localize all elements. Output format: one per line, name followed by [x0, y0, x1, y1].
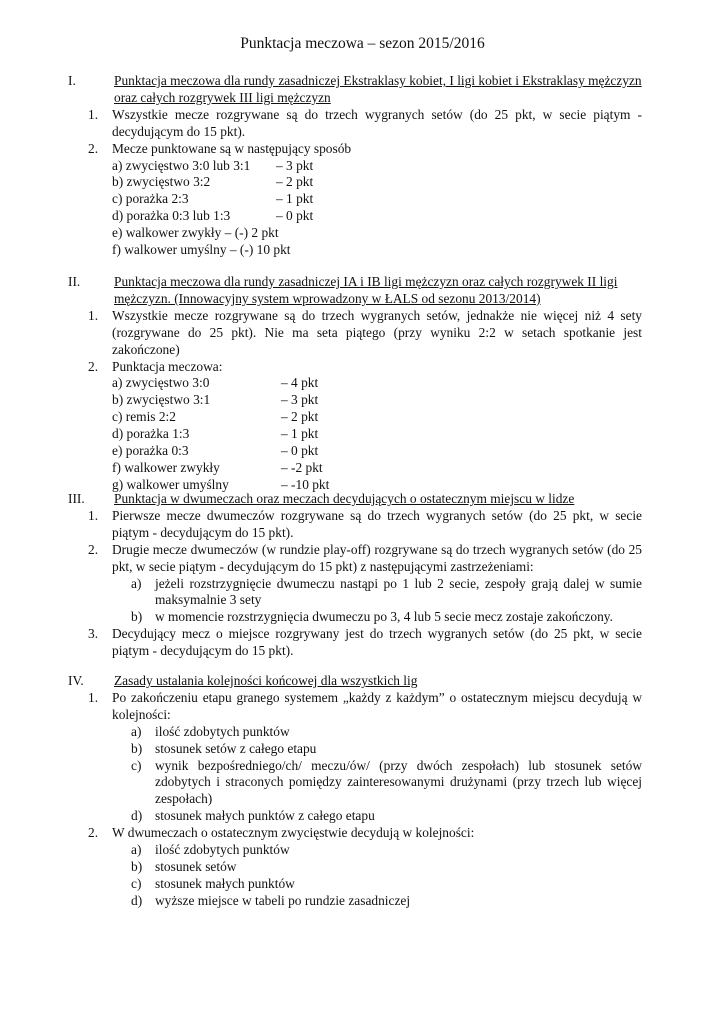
section-number: IV.	[68, 673, 84, 688]
scoring-option	[112, 174, 725, 191]
scoring-option	[112, 375, 725, 392]
sub-item	[131, 740, 642, 758]
sub-item-text: stosunek setów z całego etapu	[155, 740, 317, 756]
option-label: d) porażka 1:3	[112, 426, 190, 442]
option-label: c) porażka 2:3	[112, 191, 189, 207]
list-item	[88, 307, 642, 359]
section-4	[0, 673, 725, 910]
scoring-option	[112, 191, 725, 208]
option-value: – 2 pkt	[276, 174, 314, 190]
sub-item-text: ilość zdobytych punktów	[155, 842, 290, 858]
item-number: 2.	[88, 825, 99, 841]
option-label: g) walkower umyślny	[112, 476, 229, 492]
section-2	[0, 274, 725, 494]
item-text: Wszystkie mecze rozgrywane są do trzech wygranych setów, jednakże nie więcej niż 4 sety (rozgrywane do 25 pkt). Nie ma seta piątego (przy wyniku 2:2 w setach spotkanie jest zakończone)	[112, 307, 642, 357]
section-heading: Punktacja w dwumeczach oraz meczach decydujących o ostatecznym miejscu w lidze	[114, 491, 575, 506]
item-number: 1.	[88, 689, 99, 705]
item-number: 1.	[88, 507, 99, 523]
section-heading: Punktacja meczowa dla rundy zasadniczej IA i IB ligi mężczyzn oraz całych rozgrywek II ligi mężczyzn. (Innowacyjny system wprowadzony w ŁALS od sezonu 2013/2014)	[114, 274, 618, 306]
sub-item-text: stosunek setów	[155, 858, 237, 874]
item-number: 1.	[88, 106, 99, 122]
item-text: Pierwsze mecze dwumeczów rozgrywane są do trzech wygranych setów (do 25 pkt, w secie piątym - decydującym do 15 pkt).	[112, 507, 642, 540]
sub-item-text: stosunek małych punktów	[155, 875, 295, 891]
sub-item-letter: c)	[131, 757, 142, 773]
sub-item	[131, 842, 642, 859]
list-item	[88, 507, 642, 542]
option-label: d) porażka 0:3 lub 1:3	[112, 208, 231, 224]
list-item	[88, 106, 642, 141]
scoring-option	[112, 225, 725, 242]
section-heading: Punktacja meczowa dla rundy zasadniczej Ekstraklasy kobiet, I ligi kobiet i Ekstraklasy mężczyzn oraz całych rozgrywek III ligi mężczyzn	[114, 73, 642, 105]
option-value: – 0 pkt	[281, 443, 319, 459]
scoring-option	[112, 208, 725, 225]
scoring-option	[112, 409, 725, 426]
sub-item-text: jeżeli rozstrzygnięcie dwumeczu nastąpi po 1 lub 2 secie, zespoły grają dalej w sumie maksymalnie 3 sety	[155, 575, 642, 608]
item-text: Mecze punktowane są w następujący sposób	[112, 140, 352, 156]
item-text: Wszystkie mecze rozgrywane są do trzech wygranych setów (do 25 pkt, w secie piątym - decydującym do 15 pkt).	[112, 106, 642, 139]
option-value: – 2 pkt	[281, 409, 319, 425]
section-1	[0, 73, 725, 259]
option-label: b) zwycięstwo 3:2	[112, 174, 211, 190]
option-value: – 4 pkt	[281, 375, 319, 391]
item-text: Po zakończeniu etapu granego systemem „każdy z każdym” o ostatecznym miejscu decydują w kolejności:	[112, 689, 642, 722]
option-label: a) zwycięstwo 3:0	[112, 375, 210, 391]
section-number: I.	[68, 73, 76, 88]
scoring-options	[112, 375, 725, 493]
sub-item-text: w momencie rozstrzygnięcia dwumeczu po 3, 4 lub 5 secie mecz zostaje zakończony.	[155, 609, 613, 625]
item-number: 2.	[88, 541, 99, 557]
item-text: Decydujący mecz o miejsce rozgrywany jest do trzech wygranych setów (do 25 pkt, w secie piątym - decydującym do 15 pkt).	[112, 626, 642, 659]
list-item	[88, 689, 642, 724]
sub-item-text: stosunek małych punktów z całego etapu	[155, 808, 375, 824]
item-text: Drugie mecze dwumeczów (w rundzie play-off) rozgrywane są do trzech wygranych setów (do 25 pkt, w secie piątym - decydującym do 15 pkt) z następującymi zastrzeżeniami:	[112, 541, 642, 574]
sub-item-letter: a)	[131, 723, 142, 739]
scoring-option	[112, 158, 725, 175]
list-item	[88, 541, 642, 576]
sub-item	[131, 875, 642, 893]
sub-item	[131, 575, 642, 610]
option-value: – 1 pkt	[276, 191, 314, 207]
option-value: – 0 pkt	[276, 208, 314, 224]
option-label: c) remis 2:2	[112, 409, 176, 425]
list-item	[88, 825, 642, 842]
item-number: 3.	[88, 626, 99, 642]
sub-item-letter: b)	[131, 858, 143, 874]
section-heading: Zasady ustalania kolejności końcowej dla wszystkich lig	[114, 673, 418, 688]
option-value: – -10 pkt	[281, 476, 330, 492]
sub-item	[131, 757, 642, 809]
option-value: – 3 pkt	[276, 157, 314, 173]
scoring-option	[112, 460, 725, 477]
sub-item	[131, 609, 642, 626]
section-3	[0, 491, 725, 660]
scoring-option	[112, 426, 725, 443]
sub-item	[131, 858, 642, 876]
list-item	[88, 626, 642, 660]
item-number: 2.	[88, 358, 99, 374]
option-value: – 3 pkt	[281, 392, 319, 408]
sub-item-letter: b)	[131, 740, 143, 756]
item-number: 1.	[88, 307, 99, 323]
sub-item-text: wyższe miejsce w tabeli po rundzie zasadniczej	[155, 892, 411, 908]
sub-item-letter: d)	[131, 892, 143, 908]
option-value: – 1 pkt	[281, 426, 319, 442]
scoring-option	[112, 242, 725, 259]
option-label: a) zwycięstwo 3:0 lub 3:1	[112, 157, 251, 173]
item-text: Punktacja meczowa:	[112, 358, 223, 374]
sub-item	[131, 723, 642, 741]
sub-item-text: wynik bezpośredniego/ch/ meczu/ów/ (przy dwóch zespołach) lub stosunek setów zdobytych i straconych pomiędzy zainteresowanymi drużynami (przy trzech lub więcej zespołach)	[155, 757, 642, 807]
scoring-option	[112, 443, 725, 460]
option-label: f) walkower zwykły	[112, 459, 220, 475]
list-item	[88, 140, 642, 158]
sub-item-letter: a)	[131, 842, 142, 858]
option-label: e) walkower zwykły – (-) 2 pkt	[112, 225, 279, 241]
option-value: – -2 pkt	[281, 459, 323, 475]
option-label: f) walkower umyślny – (-) 10 pkt	[112, 242, 291, 258]
sub-item	[131, 892, 642, 910]
sub-item-letter: a)	[131, 575, 142, 591]
section-number: III.	[68, 491, 85, 506]
list-item	[88, 358, 642, 376]
sub-item-letter: d)	[131, 808, 143, 824]
option-label: b) zwycięstwo 3:1	[112, 392, 211, 408]
section-number: II.	[68, 274, 81, 289]
option-label: e) porażka 0:3	[112, 443, 189, 459]
item-text: W dwumeczach o ostatecznym zwycięstwie decydują w kolejności:	[112, 825, 475, 841]
scoring-options	[112, 158, 725, 259]
item-number: 2.	[88, 140, 99, 156]
sub-item	[131, 808, 642, 825]
sub-item-text: ilość zdobytych punktów	[155, 723, 290, 739]
scoring-option	[112, 392, 725, 409]
sub-item-letter: b)	[131, 609, 143, 625]
sub-item-letter: c)	[131, 875, 142, 891]
page-title: Punktacja meczowa – sezon 2015/2016	[240, 35, 485, 52]
